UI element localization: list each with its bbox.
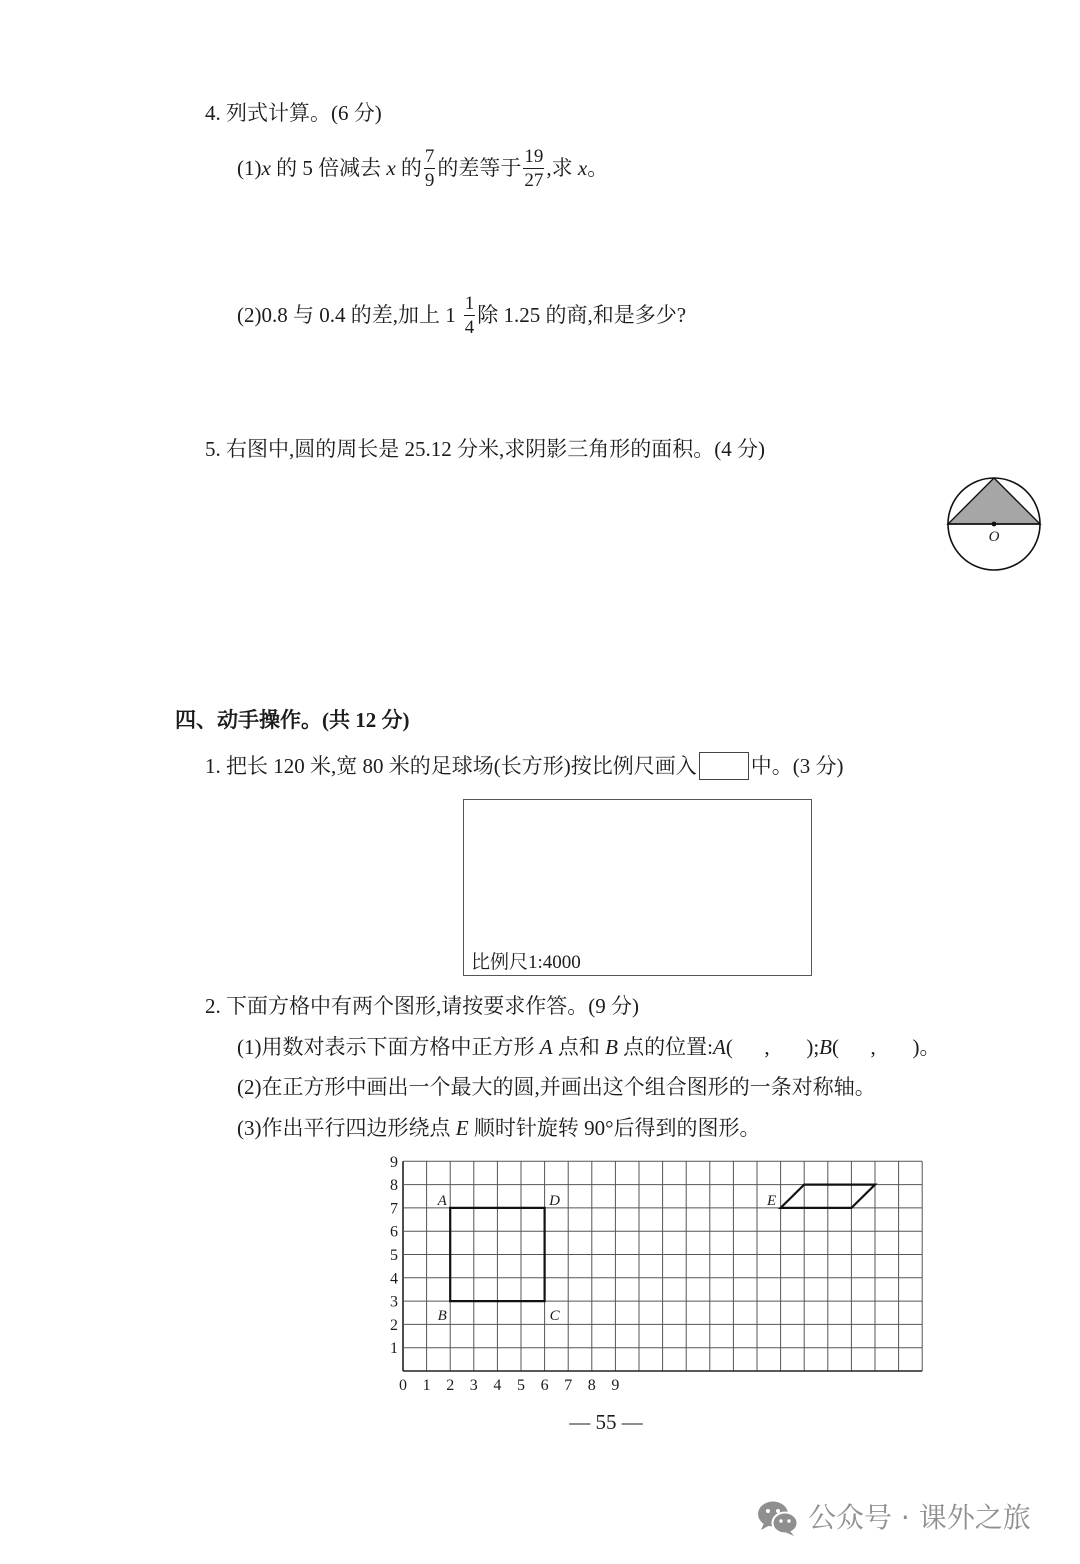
point-b-name: B — [605, 1034, 618, 1059]
variable-x: x — [386, 155, 396, 180]
section-4-heading-text: 四、动手操作。(共 12 分) — [175, 707, 410, 732]
vertex-label-a: A — [437, 1192, 447, 1209]
question-4-part-1 — [237, 145, 608, 191]
x-tick-label: 8 — [587, 1377, 596, 1394]
page-number-text: — 55 — — [569, 1409, 643, 1434]
part-1-text-1: 的 5 倍减去 — [270, 155, 387, 180]
x-tick-label: 3 — [469, 1377, 478, 1394]
vertex-label-c: C — [549, 1308, 560, 1325]
q2-part-3-text-2: 顺时针旋转 90°后得到的图形。 — [468, 1115, 761, 1140]
x-tick-label: 9 — [611, 1377, 620, 1394]
answer-blank-a: ( , ); — [725, 1034, 820, 1059]
part-2-text-2: 除 1.25 的商,和是多少? — [477, 302, 687, 327]
question-2-title: 2. 下面方格中有两个图形,请按要求作答。(9 分) — [205, 993, 639, 1018]
part-1-prefix: (1) — [237, 155, 262, 180]
point-a-name: A — [539, 1034, 553, 1059]
part-1-text-4: ,求 — [546, 155, 578, 180]
q2-part-2-text: (2)在正方形中画出一个最大的圆,并画出这个组合图形的一条对称轴。 — [237, 1074, 876, 1099]
section-4-heading — [175, 708, 410, 732]
center-point — [992, 522, 997, 527]
watermark-text: 公众号 · 课外之旅 — [808, 1501, 1031, 1534]
x-tick-label: 2 — [446, 1377, 455, 1394]
vertex-label-b: B — [437, 1308, 447, 1325]
question-4-title — [205, 101, 382, 125]
q2-part-1-text-2: 点和 — [552, 1034, 606, 1059]
point-b-name: B — [819, 1034, 832, 1059]
y-tick-label: 2 — [390, 1316, 398, 1334]
fraction-2 — [523, 147, 544, 190]
y-tick-label: 8 — [390, 1177, 398, 1195]
variable-x: x — [261, 155, 271, 180]
x-tick-label: 7 — [564, 1377, 573, 1394]
inline-box — [699, 752, 749, 780]
fraction-denominator: 27 — [524, 169, 544, 191]
coordinate-grid — [370, 1140, 930, 1402]
part-1-text-5: 。 — [587, 155, 609, 180]
vertex-label-e: E — [767, 1192, 777, 1209]
q2-part-1-text-1: (1)用数对表示下面方格中正方形 — [237, 1034, 540, 1059]
question-4-part-2 — [237, 292, 686, 338]
section-4-question-1 — [205, 754, 844, 778]
question-1-text-after: 中。(3 分) — [750, 753, 844, 778]
q2-part-3-text-1: (3)作出平行四边形绕点 — [237, 1115, 456, 1140]
y-tick-label: 7 — [390, 1200, 398, 1218]
section-4-question-2 — [205, 994, 639, 1018]
page-number — [556, 1410, 656, 1434]
part-2-text-1: (2)0.8 与 0.4 的差,加上 — [237, 302, 446, 327]
point-a-name: A — [713, 1034, 726, 1059]
fraction-numerator: 1 — [464, 292, 475, 314]
question-5 — [205, 437, 765, 461]
question-2-part-2 — [237, 1075, 876, 1099]
vertex-label-d: D — [549, 1192, 561, 1209]
y-tick-label: 9 — [390, 1153, 398, 1171]
part-1-text-3: 的差等于 — [437, 155, 522, 180]
x-tick-label: 4 — [493, 1377, 502, 1394]
fraction-3 — [464, 294, 476, 337]
point-e-name: E — [455, 1115, 469, 1140]
fraction-1 — [424, 147, 436, 190]
circle-triangle-figure — [940, 470, 1050, 580]
y-tick-label: 6 — [390, 1223, 398, 1241]
watermark — [756, 1498, 1031, 1538]
x-tick-label: 6 — [540, 1377, 549, 1394]
x-tick-label: 5 — [517, 1377, 525, 1394]
fraction-numerator: 7 — [424, 145, 435, 167]
question-4-title-text: 4. 列式计算。(6 分) — [205, 100, 382, 125]
question-2-part-1 — [237, 1035, 940, 1059]
fraction-denominator: 9 — [424, 169, 435, 191]
fraction-numerator: 19 — [524, 145, 544, 167]
x-tick-label: 0 — [399, 1377, 407, 1394]
x-tick-label: 1 — [422, 1377, 431, 1394]
part-1-text-2: 的 — [395, 155, 422, 180]
mixed-number-whole: 1 — [445, 302, 456, 327]
y-tick-label: 4 — [390, 1270, 398, 1288]
variable-x: x — [577, 155, 588, 180]
question-1-text-before: 1. 把长 120 米,宽 80 米的足球场(长方形)按比例尺画入 — [205, 753, 697, 778]
shaded-triangle — [948, 478, 1040, 524]
scale-label: 比例尺1:4000 — [471, 952, 581, 973]
answer-blank-b: ( , )。 — [831, 1034, 941, 1059]
fraction-denominator: 4 — [464, 316, 475, 338]
y-tick-label: 5 — [390, 1247, 398, 1264]
question-5-text: 5. 右图中,圆的周长是 25.12 分米,求阴影三角形的面积。(4 分) — [205, 436, 765, 461]
y-tick-label: 3 — [390, 1293, 398, 1311]
question-2-part-3 — [237, 1116, 760, 1140]
wechat-icon — [756, 1498, 800, 1538]
y-tick-label: 1 — [390, 1340, 398, 1358]
q2-part-1-text-3: 点的位置: — [617, 1034, 713, 1059]
drawing-frame — [463, 799, 812, 976]
center-label: O — [988, 529, 1000, 545]
